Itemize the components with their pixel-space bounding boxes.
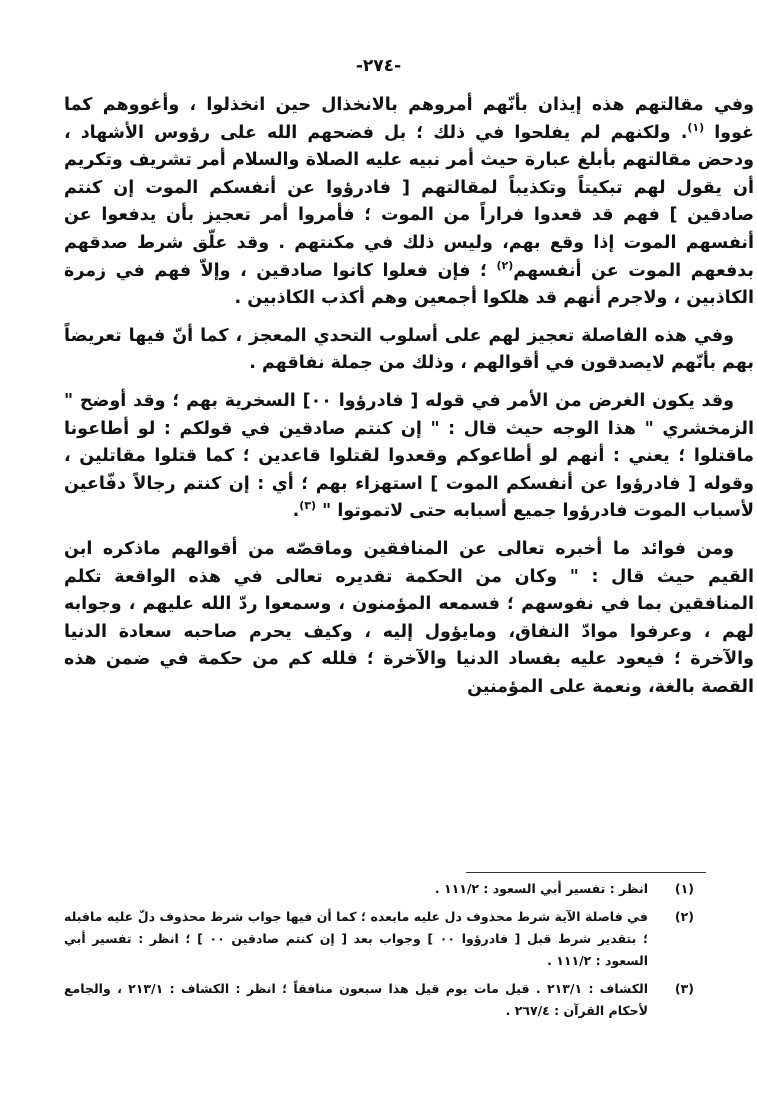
footnote-ref-1[interactable]: (١) xyxy=(687,120,705,134)
page-number: -٢٧٤- xyxy=(355,56,402,76)
footnote-number: (٣) xyxy=(674,981,694,996)
paragraph-3-part-b: . xyxy=(292,501,300,522)
footnote-ref-3[interactable]: (٣) xyxy=(299,499,317,513)
footnote-number: (١) xyxy=(674,881,694,896)
footnote-item xyxy=(64,906,694,972)
footnotes xyxy=(64,878,694,1028)
paragraph-1-part-a: وفي مقالتهم هذه إيذان بأنّهم أمروهم بالانخذال حين انخذلوا ، وأغووهم كما غووا xyxy=(64,95,754,143)
paragraph-2: وفي هذه الفاصلة تعجيز لهم على أسلوب التحدي المعجز ، كما أنّ فيها تعريضاً بهم بأنّهم لايصدقون في أقوالهم ، وذلك من جملة نفاقهم . xyxy=(64,325,754,374)
paragraph-1-part-c: ؛ فإن فعلوا كانوا صادقين ، وإلاّ فهم في زمرة الكاذبين ، ولاجرم أنهم قد هلكوا أجمعين وهم أكذب الكاذبين . xyxy=(64,260,754,309)
footnote-text: في فاصلة الآية شرط محذوف دل عليه مابعده ؛ كما أن فيها جواب شرط محذوف دلّ عليه ماقبله ؛ بتقدير شرط قبل [ فادرؤوا ٠٠ ] وجواب بعد [ إن كنتم صادقين ٠٠ ] ؛ انظر : تفسير أبي السعود : ١١١/٢ . xyxy=(64,909,648,968)
footnote-ref-2[interactable]: (٢) xyxy=(496,258,514,272)
paragraph-3-part-a: وقد يكون الغرض من الأمر في قوله [ فادرؤوا ٠٠] السخرية بهم ؛ وقد أوضح " الزمخشري " هذا الوجه حيث قال : " إن كنتم صادقين في قولكم : لو أطاعونا ماقتلوا ؛ يعني : أنهم لو أطاعوكم وقعدوا لقتلوا قاعدين ؛ كما قتلوا مقاتلين ، وقوله [ فادرؤوا عن أنفسكم الموت ] استهزاء بهم ؛ أي : إن كنتم رجالاً دفّاعين لأسباب الموت فادرؤوا جميع أسبابه حتى لاتموتوا " xyxy=(64,390,754,522)
paragraph-4: ومن فوائد ما أخبره تعالى عن المنافقين وماقصّه من أقوالهم ماذكره ابن القيم حيث قال : " وكان من الحكمة تقديره تعالى في هذه الواقعة تكلم المنافقين بما في نفوسهم ؛ فسمعه المؤمنون ، وسمعوا ردّ الله عليهم ، وجوابه لهم ، وعرفوا موادّ النفاق، ومايؤول إليه ، وكيف يحرم صاحبه سعادة الدنيا والآخرة ؛ فيعود عليه بفساد الدنيا والآخرة ؛ فلله كم من حكمة في ضمن هذه القصة بالغة، ونعمة على المؤمنين xyxy=(64,538,754,697)
footnote-item xyxy=(64,878,694,900)
paragraph-3 xyxy=(64,388,754,526)
paragraph-1-part-b: . ولكنهم لم يفلحوا في ذلك ؛ بل فضحهم الله على رؤوس الأشهاد ، ودحض مقالتهم بأبلغ عبارة حيث أمر نبيه عليه الصلاة والسلام أمر تشريف وتكريم أن يقول لهم تبكيتاً وتكذيباً لمقالتهم [ فادرؤوا عن أنفسكم الموت إن كنتم صادقين ] فهم قد قعدوا فراراً من الموت ؛ فأمروا أمر تعجيز بأن يدفعوا عن أنفسهم الموت إذا وقع بهم، وليس ذلك في مكنتهم . وقد علّق شرط صدقهم بدفعهم الموت عن أنفسهم xyxy=(64,122,754,281)
paragraph-1 xyxy=(64,92,754,313)
footnote-separator xyxy=(466,872,706,873)
footnote-item xyxy=(64,978,694,1022)
footnote-number: (٢) xyxy=(674,909,694,924)
footnote-text: الكشاف : ٢١٣/١ . قيل مات يوم قيل هذا سبعون منافقاً ؛ انظر : الكشاف : ٢١٣/١ ، والجامع لأحكام القرآن : ٢٦٧/٤ . xyxy=(64,981,648,1018)
footnote-text: انظر : تفسير أبي السعود : ١١١/٢ . xyxy=(434,881,648,896)
body-text xyxy=(64,92,754,711)
